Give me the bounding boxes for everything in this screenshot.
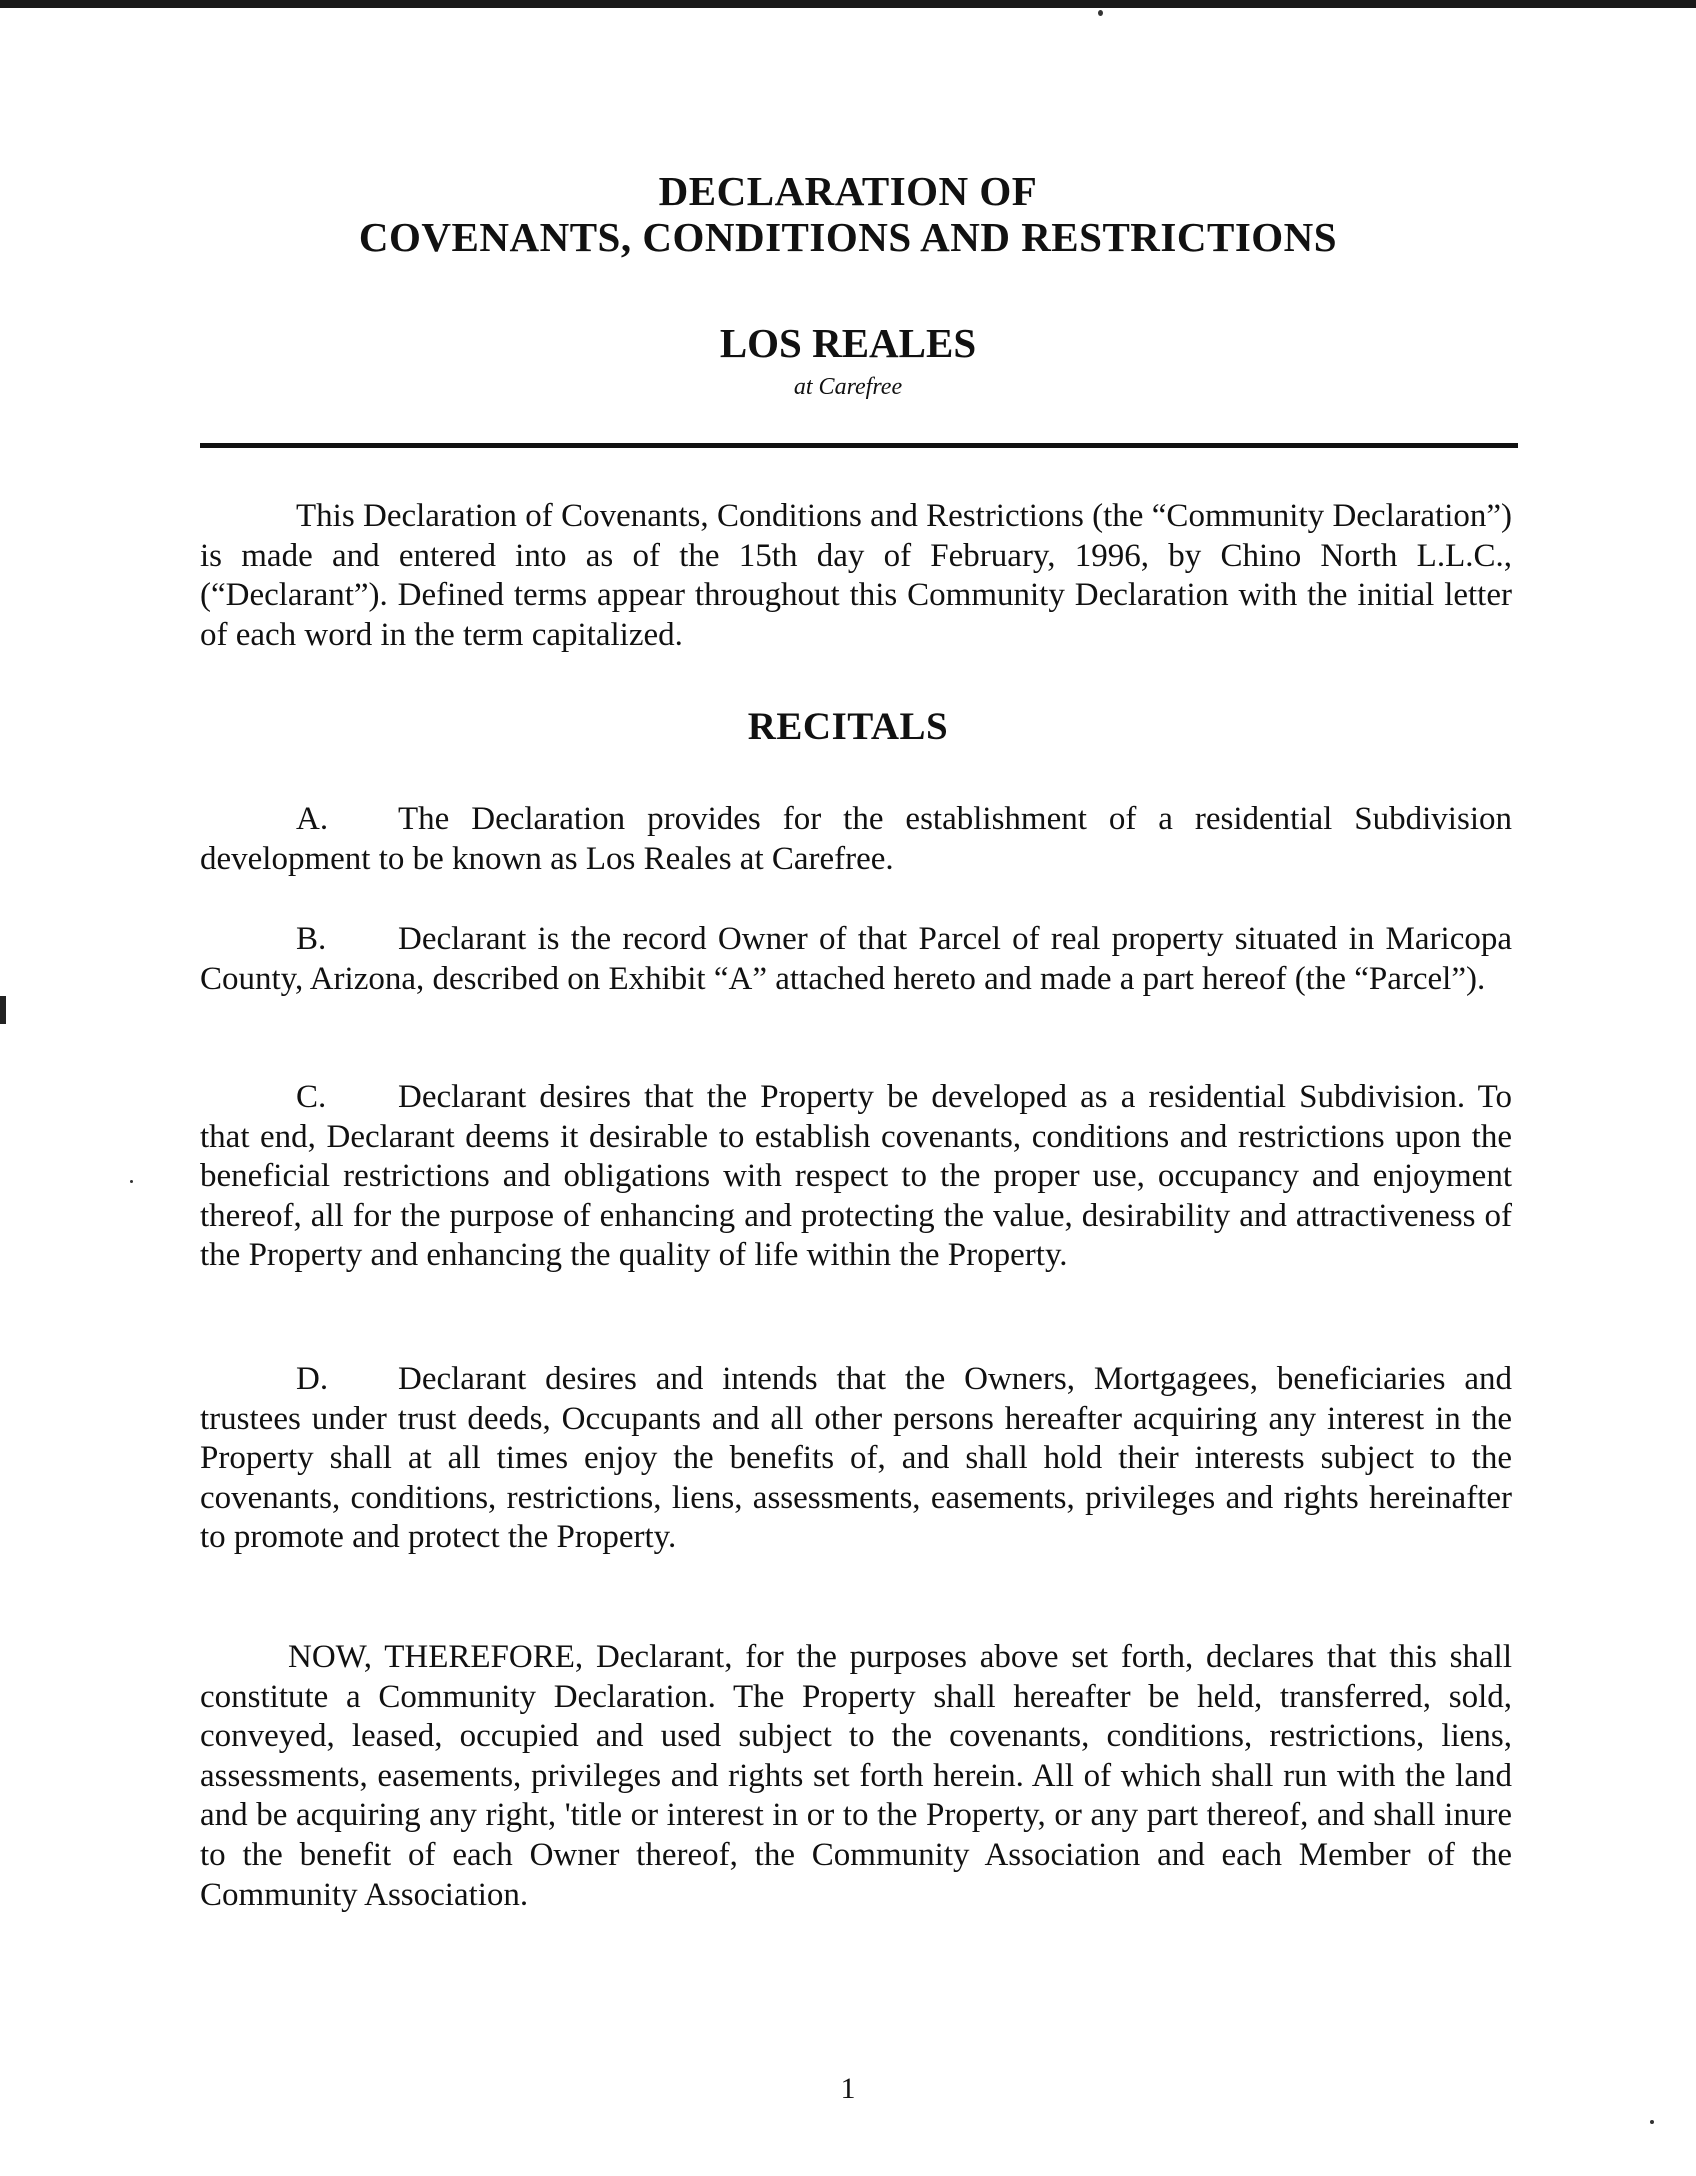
scan-speck — [1650, 2120, 1654, 2124]
recital-label: C. — [296, 1079, 327, 1115]
page-number: 1 — [840, 2072, 856, 2105]
community-subtitle: at Carefree — [793, 374, 903, 400]
recital-c — [200, 1078, 1512, 1276]
recital-text: Declarant desires and intends that the Owners, Mortgagees, beneficiaries and trustees under trust deeds, Occupants and all other persons hereafter acquiring any interest in the Property shall at all times enjoy the benefits of, and shall hold their interests subject to the covenants, conditions, restrictions, liens, assessments, easements, privileges and rights hereinafter to promote and protect the Property. — [200, 1361, 1512, 1556]
recital-label: D. — [296, 1361, 329, 1397]
scan-top-edge — [0, 0, 1696, 8]
recital-b — [200, 920, 1512, 999]
scan-speck — [1098, 10, 1103, 16]
recital-text: The Declaration provides for the establishment of a residential Subdivision development to be known as Los Reales at Carefree. — [200, 801, 1512, 877]
recital-text: Declarant desires that the Property be developed as a residential Subdivision. To that end, Declarant deems it desirable to establish covenants, conditions and restrictions upon the beneficial restrictions and obligations with respect to the proper use, occupancy and enjoyment thereof, all for the purpose of enhancing and protecting the value, desirability and attractiveness of the Property and enhancing the quality of life within the Property. — [200, 1079, 1512, 1274]
title-divider — [200, 443, 1518, 448]
now-therefore-paragraph — [200, 1638, 1512, 1915]
recitals-heading: RECITALS — [747, 705, 949, 748]
recital-label: A. — [296, 801, 329, 837]
recital-a — [200, 800, 1512, 879]
recital-label: B. — [296, 921, 327, 957]
scan-margin-mark — [0, 996, 6, 1024]
recital-text: Declarant is the record Owner of that Parcel of real property situated in Maricopa County, Arizona, described on Exhibit “A” attached hereto and made a part hereof (the “Parcel”). — [200, 921, 1512, 997]
now-therefore-text: NOW, THEREFORE, Declarant, for the purposes above set forth, declares that this shall constitute a Community Declaration. The Property shall hereafter be held, transferred, sold, conveyed, leased, occupied and used subject to the covenants, conditions, restrictions, liens, assessments, easements, privileges and rights set forth herein. All of which shall run with the land and be acquiring any right, 'title or interest in or to the Property, or any part thereof, and shall inure to the benefit of each Owner thereof, the Community Association and each Member of the Community Association. — [200, 1639, 1512, 1913]
document-title-line-1: DECLARATION OF — [658, 168, 1038, 214]
intro-paragraph — [200, 497, 1512, 655]
recital-d — [200, 1360, 1512, 1558]
intro-text: This Declaration of Covenants, Conditions and Restrictions (the “Community Declaration”) is made and entered into as of the 15th day of February, 1996, by Chino North L.L.C., (“Declarant”). Defined terms appear throughout this Community Declaration with the initial letter of each word in the term capitalized. — [200, 498, 1512, 653]
document-title-line-2: COVENANTS, CONDITIONS AND RESTRICTIONS — [358, 214, 1338, 260]
scan-speck — [130, 1180, 133, 1183]
community-name: LOS REALES — [719, 320, 977, 366]
